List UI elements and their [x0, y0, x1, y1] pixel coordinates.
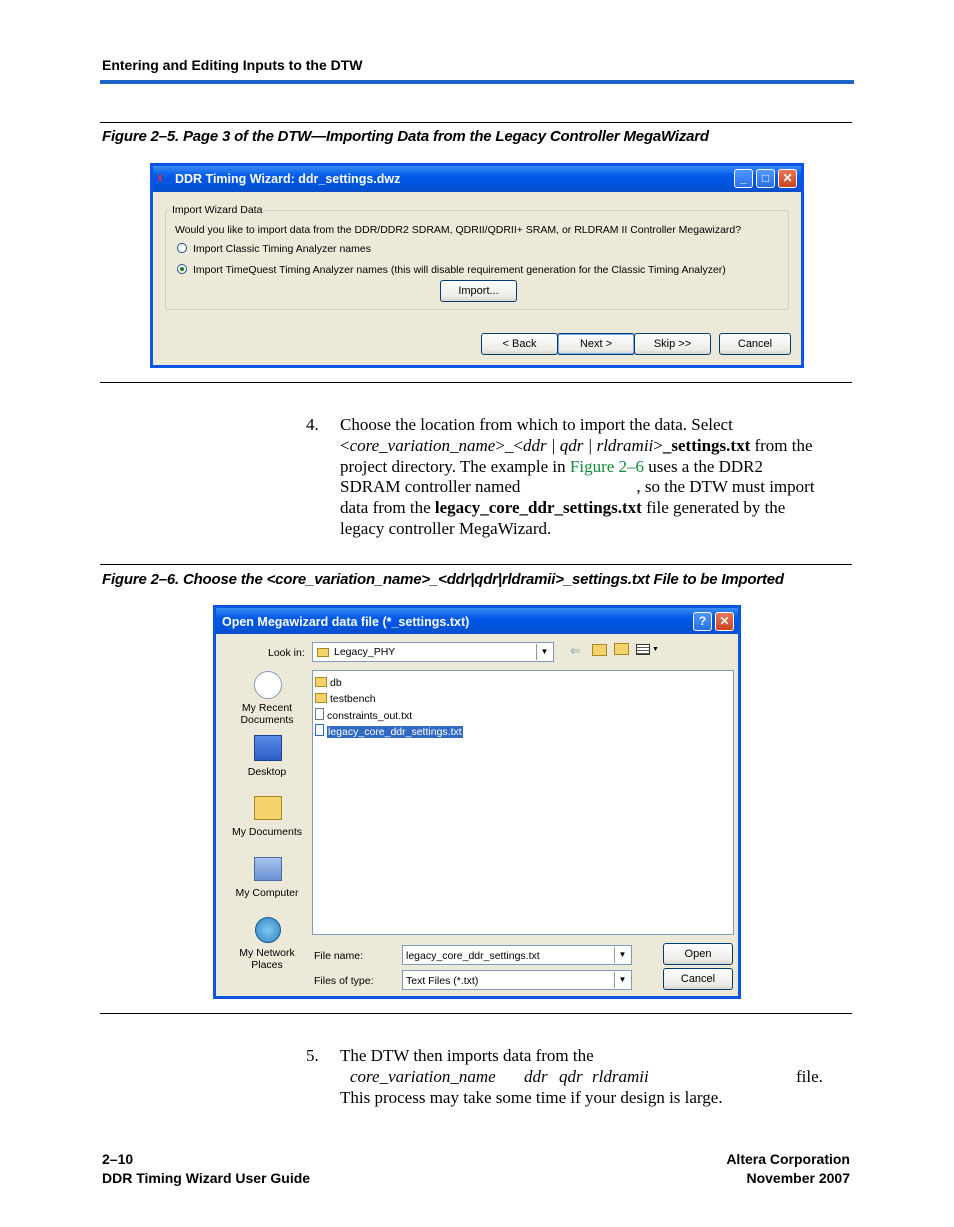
chevron-down-icon: ▼: [536, 644, 552, 660]
text-file-icon: [315, 708, 324, 720]
place-network[interactable]: [224, 916, 310, 976]
open-file-dialog: [213, 605, 741, 999]
step-4-line-4: SDRAM controller named , so the DTW must import: [340, 477, 815, 497]
figure-2-6-link[interactable]: Figure 2–6: [569, 456, 645, 476]
folder-icon: [317, 648, 329, 657]
step-5-line-1: The DTW then imports data from the: [340, 1046, 594, 1065]
page-number: 2–10: [102, 1151, 134, 1167]
footer-left: [102, 1150, 310, 1188]
places-bar: [224, 670, 310, 984]
up-folder-icon[interactable]: [592, 644, 607, 656]
close-button[interactable]: ✕: [715, 612, 734, 631]
group-label: Import Wizard Data: [172, 204, 263, 216]
company-name: Altera Corporation: [726, 1151, 850, 1167]
back-button[interactable]: < Back: [481, 333, 558, 355]
step-5-line-3: This process may take some time if your design is large.: [340, 1088, 723, 1107]
open-dialog-titlebar[interactable]: [216, 608, 738, 634]
minimize-button[interactable]: _: [734, 169, 753, 188]
folder-icon: [315, 677, 327, 687]
place-label: My Documents: [231, 826, 303, 838]
figure-top-rule: [100, 122, 852, 123]
filename-input[interactable]: [402, 945, 632, 965]
skip-button[interactable]: Skip >>: [634, 333, 711, 355]
new-folder-icon[interactable]: [614, 643, 629, 655]
view-menu-chevron-icon[interactable]: ▼: [652, 646, 659, 653]
footer-right: [726, 1150, 850, 1188]
look-in-dropdown[interactable]: [312, 642, 554, 662]
open-cancel-button[interactable]: Cancel: [663, 968, 733, 990]
step-4-line-3: project directory. The example in Figure 2–6 uses a the DDR2: [340, 456, 764, 476]
step-5-file-word: file.: [796, 1067, 823, 1086]
chevron-down-icon[interactable]: ▼: [614, 947, 630, 963]
network-places-icon: [255, 917, 281, 943]
filename-value: legacy_core_ddr_settings.txt: [406, 950, 540, 962]
place-label: My Computer: [235, 887, 299, 899]
maximize-button[interactable]: □: [756, 169, 775, 188]
figure-6-top-rule: [100, 564, 852, 565]
figure-bottom-rule: [100, 382, 852, 383]
import-question: Would you like to import data from the DDR/DDR2 SDRAM, QDRII/QDRII+ SRAM, or RLDRAM II Controller Megawizard?: [175, 224, 742, 236]
help-button[interactable]: ?: [693, 612, 712, 631]
app-logo-icon: ☓: [157, 173, 163, 185]
open-button[interactable]: Open: [663, 943, 733, 965]
radio-timequest-label: Import TimeQuest Timing Analyzer names (this will disable requirement generation for the Classic Timing Analyzer): [193, 264, 726, 276]
header-rule: [100, 80, 854, 84]
running-header: Entering and Editing Inputs to the DTW: [102, 57, 363, 73]
figure-6-caption: Figure 2–6. Choose the <core_variation_name>_<ddr|qdr|rldramii>_settings.txt File to be Imported: [102, 571, 784, 588]
view-menu-icon[interactable]: [636, 644, 650, 655]
my-computer-icon: [254, 857, 282, 881]
place-my-documents[interactable]: [224, 794, 310, 842]
step-5-var-3: qdr: [559, 1067, 583, 1086]
step-4-line-5: data from the legacy_core_ddr_settings.txt file generated by the: [340, 498, 786, 518]
next-button[interactable]: Next >: [557, 333, 635, 355]
place-desktop[interactable]: [224, 734, 310, 782]
place-my-computer[interactable]: [224, 856, 310, 904]
radio-timequest[interactable]: [177, 264, 187, 274]
open-dialog-title: Open Megawizard data file (*_settings.txt): [222, 615, 470, 629]
dtw-titlebar[interactable]: [153, 166, 801, 192]
step-4-text: [340, 415, 860, 540]
cancel-button[interactable]: Cancel: [719, 333, 791, 355]
file-list[interactable]: [312, 670, 734, 935]
document-title: DDR Timing Wizard User Guide: [102, 1170, 311, 1186]
desktop-icon: [254, 735, 282, 761]
file-item-constraints[interactable]: constraints_out.txt: [315, 708, 412, 722]
step-4-line-2: <core_variation_name>_<ddr | qdr | rldramii>_settings.txt from the: [340, 435, 813, 455]
filetype-value: Text Files (*.txt): [406, 975, 479, 987]
place-label: My Network Places: [239, 947, 295, 971]
step-5-text: [340, 1046, 860, 1110]
step-5-var-2: ddr: [524, 1067, 548, 1086]
filetype-dropdown[interactable]: [402, 970, 632, 990]
import-button[interactable]: Import...: [440, 280, 517, 302]
my-documents-icon: [254, 796, 282, 820]
recent-documents-icon: [254, 671, 282, 699]
step-5-var-4: rldramii: [592, 1067, 649, 1086]
text-file-icon: [315, 724, 324, 736]
filename-label: File name:: [314, 950, 364, 962]
back-arrow-icon[interactable]: ⇐: [570, 643, 581, 658]
look-in-value: Legacy_PHY: [334, 646, 396, 658]
step-5-var-1: core_variation_name: [350, 1067, 496, 1086]
place-label: Desktop: [247, 766, 287, 778]
place-recent[interactable]: [224, 670, 310, 730]
radio-classic[interactable]: [177, 243, 187, 253]
folder-icon: [315, 693, 327, 703]
radio-classic-label: Import Classic Timing Analyzer names: [193, 243, 371, 255]
close-button[interactable]: ✕: [778, 169, 797, 188]
step-4-number: 4.: [306, 415, 319, 434]
chevron-down-icon[interactable]: ▼: [614, 972, 630, 988]
dtw-dialog: [150, 163, 804, 368]
dtw-title: DDR Timing Wizard: ddr_settings.dwz: [175, 172, 401, 186]
step-5-number: 5.: [306, 1046, 319, 1065]
file-item-testbench[interactable]: testbench: [315, 692, 376, 706]
file-item-db[interactable]: db: [315, 676, 342, 690]
publication-date: November 2007: [746, 1170, 850, 1186]
file-item-legacy-settings[interactable]: legacy_core_ddr_settings.txt: [315, 724, 463, 738]
step-4-line-6: legacy controller MegaWizard.: [340, 518, 552, 538]
place-label: My Recent Documents: [240, 702, 294, 726]
look-in-label: Look in:: [268, 647, 305, 659]
step-4-line-1: Choose the location from which to import the data. Select: [340, 415, 733, 434]
filetype-label: Files of type:: [314, 975, 374, 987]
figure-6-bottom-rule: [100, 1013, 852, 1014]
figure-5-caption: Figure 2–5. Page 3 of the DTW—Importing Data from the Legacy Controller MegaWizard: [102, 128, 709, 145]
